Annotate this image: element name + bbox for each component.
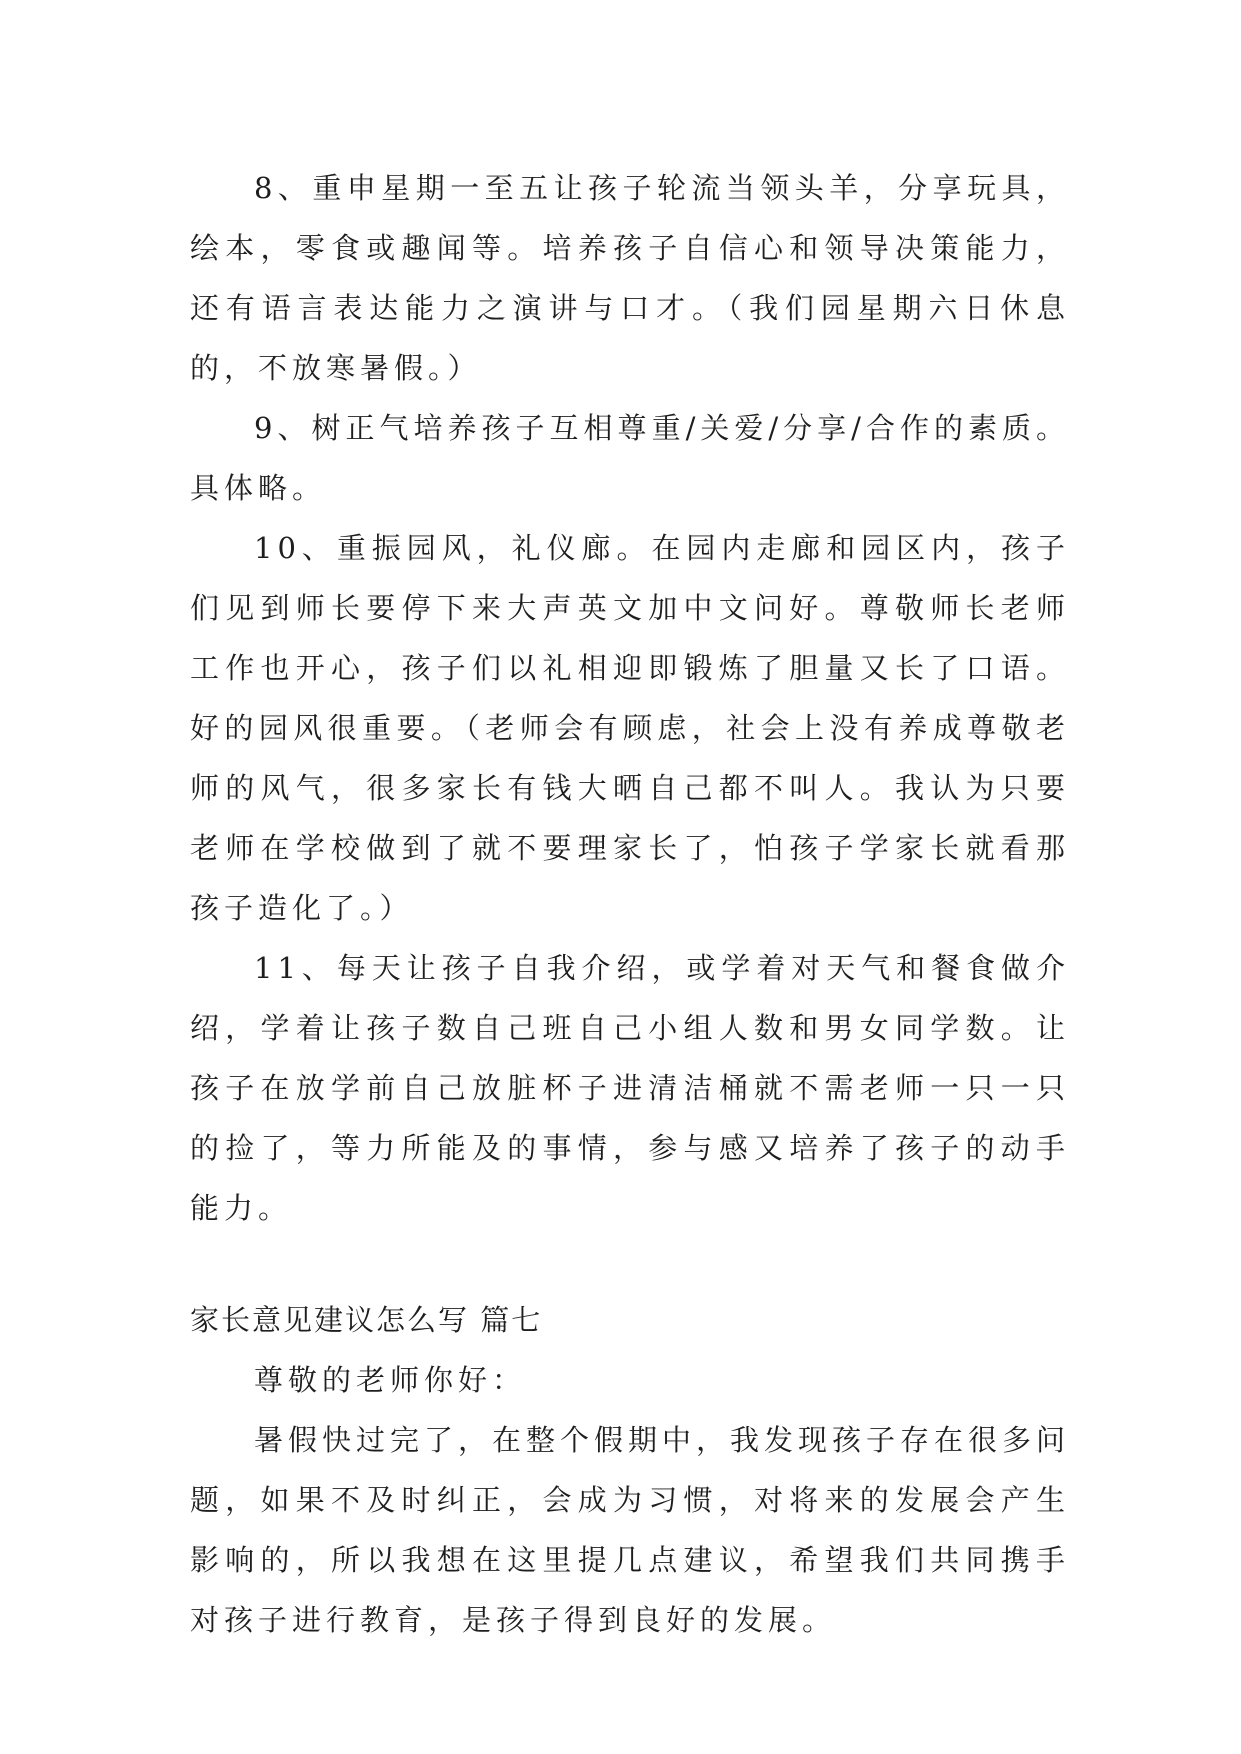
paragraph-item-10: 10、重振园风，礼仪廊。在园内走廊和园区内，孩子们见到师长要停下来大声英文加中文问好。尊敬师长老师工作也开心，孩子们以礼相迎即锻炼了胆量又长了口语。好的园风很重要。（老师会有顾虑，社会上没有养成尊敬老师的风气，很多家长有钱大晒自己都不叫人。我认为只要老师在学校做到了就不要理家长了，怕孩子学家长就看那孩子造化了。） xyxy=(190,531,1070,925)
section-title: 家长意见建议怎么写 篇七 xyxy=(190,1303,543,1337)
document-page xyxy=(190,158,1070,1650)
paragraph-item-8: 8、重申星期一至五让孩子轮流当领头羊，分享玩具，绘本，零食或趣闻等。培养孩子自信心和领导决策能力，还有语言表达能力之演讲与口才。（我们园星期六日休息的，不放寒暑假。） xyxy=(190,171,1070,385)
section-spacer xyxy=(190,1238,1070,1290)
body-paragraph: 暑假快过完了，在整个假期中，我发现孩子存在很多问题，如果不及时纠正，会成为习惯，对将来的发展会产生影响的，所以我想在这里提几点建议，希望我们共同携手对孩子进行教育，是孩子得到良好的发展。 xyxy=(190,1423,1071,1637)
salutation: 尊敬的老师你好： xyxy=(254,1363,527,1397)
paragraph-item-9: 9、树正气培养孩子互相尊重/关爱/分享/合作的素质。具体略。 xyxy=(190,411,1070,505)
paragraph-item-11: 11、每天让孩子自我介绍，或学着对天气和餐食做介绍，学着让孩子数自己班自己小组人数和男女同学数。让孩子在放学前自己放脏杯子进清洁桶就不需老师一只一只的捡了，等力所能及的事情，参与感又培养了孩子的动手能力。 xyxy=(190,951,1070,1225)
